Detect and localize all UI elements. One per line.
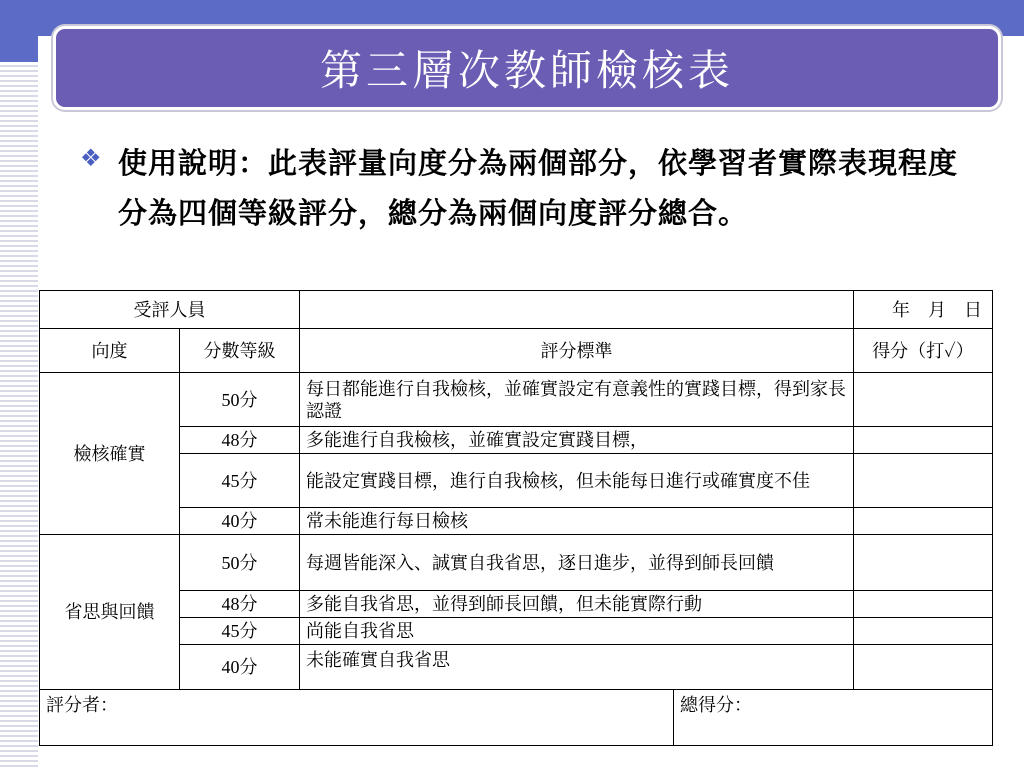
dimension-name: 檢核確實 (40, 373, 180, 535)
criteria-cell: 尚能自我省思 (300, 617, 854, 644)
reviewee-name-cell[interactable] (300, 291, 854, 329)
score-header: 得分（打✓） (854, 329, 993, 373)
dimension-header: 向度 (40, 329, 180, 373)
instructions-block (80, 138, 960, 238)
table-row (40, 508, 993, 535)
footer-row (40, 689, 993, 745)
criteria-header: 評分標準 (300, 329, 854, 373)
grade-cell: 40分 (180, 644, 300, 689)
table-row (40, 617, 993, 644)
grade-cell: 48分 (180, 427, 300, 454)
score-checkbox-cell[interactable] (854, 617, 993, 644)
reviewee-row (40, 291, 993, 329)
criteria-cell: 多能進行自我檢核，並確實設定實踐目標， (300, 427, 854, 454)
header-row (40, 329, 993, 373)
grade-cell: 48分 (180, 590, 300, 617)
criteria-cell: 每週皆能深入、誠實自我省思，逐日進步，並得到師長回饋 (300, 535, 854, 590)
rater-field[interactable]: 評分者： (40, 689, 674, 745)
criteria-cell: 每日都能進行自我檢核，並確實設定有意義性的實踐目標，得到家長認證 (300, 373, 854, 427)
reviewee-label: 受評人員 (40, 291, 300, 329)
table-row (40, 454, 993, 508)
score-checkbox-cell[interactable] (854, 590, 993, 617)
evaluation-form-table (39, 290, 993, 746)
score-checkbox-cell[interactable] (854, 508, 993, 535)
score-checkbox-cell[interactable] (854, 373, 993, 427)
instructions-text: 使用說明：此表評量向度分為兩個部分，依學習者實際表現程度分為四個等級評分，總分為兩個向度評分總合。 (118, 146, 959, 230)
criteria-cell: 能設定實踐目標，進行自我檢核，但未能每日進行或確實度不佳 (300, 454, 854, 508)
dimension-name: 省思與回饋 (40, 535, 180, 689)
slide-title: 第三層次教師檢核表 (319, 46, 734, 95)
table-row (40, 644, 993, 689)
grade-cell: 40分 (180, 508, 300, 535)
diamond-bullet-icon: ❖ (80, 144, 102, 172)
score-checkbox-cell[interactable] (854, 535, 993, 590)
score-checkbox-cell[interactable] (854, 644, 993, 689)
grade-header: 分數等級 (180, 329, 300, 373)
score-checkbox-cell[interactable] (854, 427, 993, 454)
table-row (40, 373, 993, 427)
total-score-field[interactable]: 總得分： (674, 689, 993, 745)
grade-cell: 45分 (180, 617, 300, 644)
table-row (40, 427, 993, 454)
grade-cell: 45分 (180, 454, 300, 508)
left-stripe-decoration (0, 62, 38, 768)
criteria-cell: 多能自我省思，並得到師長回饋，但未能實際行動 (300, 590, 854, 617)
grade-cell: 50分 (180, 373, 300, 427)
criteria-cell: 常未能進行每日檢核 (300, 508, 854, 535)
score-checkbox-cell[interactable] (854, 454, 993, 508)
title-banner (53, 26, 1001, 110)
table-row (40, 590, 993, 617)
grade-cell: 50分 (180, 535, 300, 590)
date-cell[interactable]: 年 月 日 (854, 291, 993, 329)
table-row (40, 535, 993, 590)
criteria-cell: 未能確實自我省思 (300, 644, 854, 689)
